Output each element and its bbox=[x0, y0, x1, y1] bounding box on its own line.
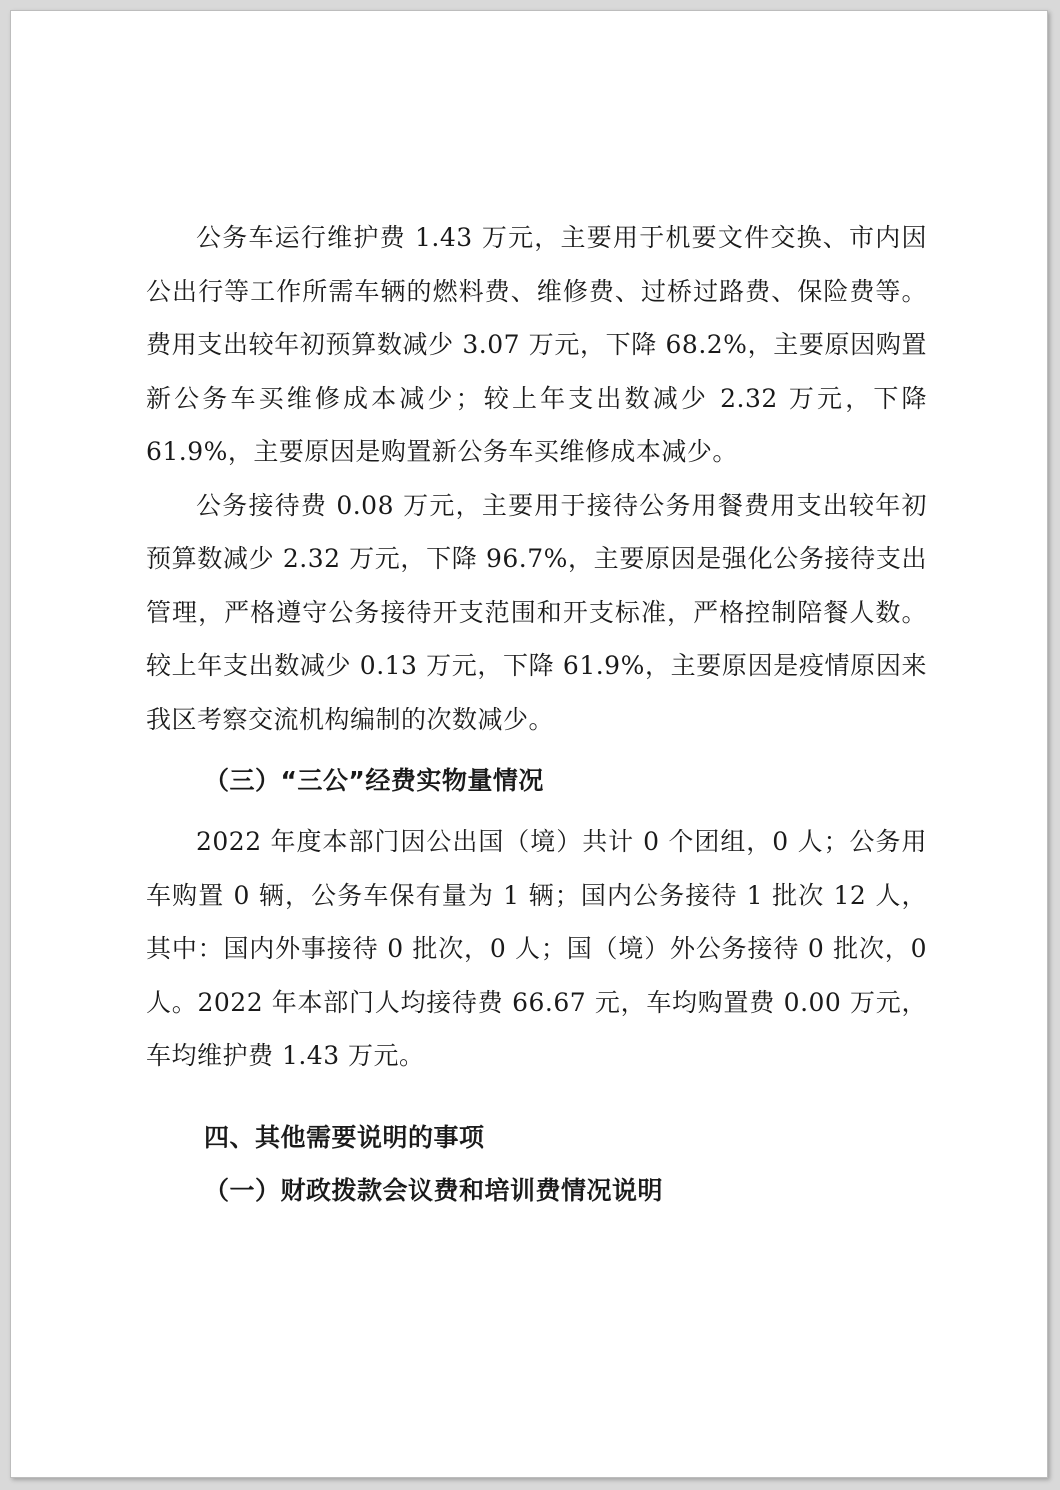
spacer bbox=[146, 807, 927, 815]
spacer bbox=[146, 746, 927, 754]
section-heading-three: （三）“三公”经费实物量情况 bbox=[204, 766, 544, 795]
paragraph-physical-quantity: 2022 年度本部门因公出国（境）共计 0 个团组，0 人；公务用车购置 0 辆，公务车保有量为 1 辆；国内公务接待 1 批次 12 人，其中：国内外事接待 0 批次，0 人；国（境）外公务接待 0 批次，0 人。2022 年本部门人均接待费 66.67 元，车均购置费 0.00 万元，车均维护费 1.43 万元。 bbox=[146, 827, 927, 1070]
part-heading-four: 四、其他需要说明的事项 bbox=[204, 1122, 485, 1152]
paragraph-reception: 公务接待费 0.08 万元，主要用于接待公务用餐费用支出较年初预算数减少 2.32 万元，下降 96.7%，主要原因是强化公务接待支出管理，严格遵守公务接待开支范围和开支标准，严格控制陪餐人数。较上年支出数减少 0.13 万元，下降 61.9%，主要原因是疫情原因来我区考察交流机构编制的次数减少。 bbox=[146, 490, 927, 734]
section-heading-one: （一）财政拨款会议费和培训费情况说明 bbox=[204, 1175, 664, 1205]
spacer bbox=[146, 1083, 927, 1111]
paragraph-vehicle-maintenance: 公务车运行维护费 1.43 万元，主要用于机要文件交换、市内因公出行等工作所需车辆的燃料费、维修费、过桥过路费、保险费等。费用支出较年初预算数减少 3.07 万元，下降 68.2%，主要原因购置新公务车买维修成本减少；较上年支出数减少 2.32 万元，下降 61.9%，主要原因是购置新公务车买维修成本减少。 bbox=[146, 223, 927, 466]
page-content bbox=[146, 211, 927, 1217]
document-page bbox=[10, 10, 1048, 1478]
